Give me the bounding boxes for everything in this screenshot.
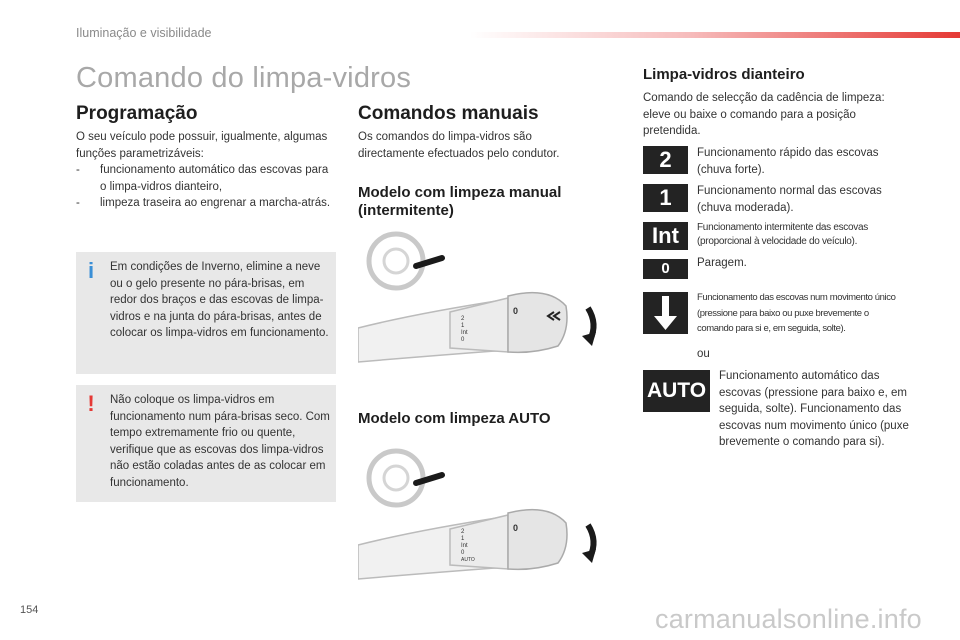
stalk-label-0: 0 xyxy=(461,550,465,556)
steering-wheel-icon xyxy=(369,234,423,288)
stalk-label-int: Int xyxy=(461,330,468,336)
manuais-intro: Os comandos do limpa-vidros são directamente efectuados pelo condutor. xyxy=(358,131,560,160)
warning-box xyxy=(76,385,336,502)
stalk-ring-label-0: 0 xyxy=(513,523,519,533)
stalk-label-1: 1 xyxy=(461,536,465,542)
dianteiro-heading: Limpa-vidros dianteiro xyxy=(643,66,805,83)
key-auto-description: Funcionamento automático das escovas (pressione para baixo e, em seguida, solte). Funcionamento das escovas num movimento único (puxe brevemente o comando para si). xyxy=(719,370,909,448)
watermark: carmanualsonline.info xyxy=(655,604,922,634)
section-header-bar xyxy=(470,32,960,38)
stalk-label-1: 1 xyxy=(461,323,465,329)
arrow-down-icon xyxy=(643,292,688,334)
key-0-badge: 0 xyxy=(643,259,688,279)
stalk-ring-label-0: 0 xyxy=(513,306,519,316)
stalk-label-auto: AUTO xyxy=(461,557,475,563)
info-icon: i xyxy=(87,258,95,283)
model-manual-heading: Modelo com limpeza manual (intermitente) xyxy=(358,184,562,219)
key-2-description: Funcionamento rápido das escovas (chuva forte). xyxy=(697,147,879,176)
wiper-stalk-illustration-auto xyxy=(358,445,603,585)
key-0-description: Paragem. xyxy=(697,257,747,269)
list-item: - limpeza traseira ao engrenar a marcha-atrás. xyxy=(76,197,331,209)
page-number: 154 xyxy=(20,604,39,616)
single-wipe-description: Funcionamento das escovas num movimento único (pressione para baixo ou puxe brevemente o comando para si e, em seguida, solte). xyxy=(697,292,896,334)
manuais-heading: Comandos manuais xyxy=(358,103,539,124)
steering-wheel-icon xyxy=(369,451,423,505)
stalk-label-0: 0 xyxy=(461,337,465,343)
key-auto-badge: AUTO xyxy=(643,370,710,412)
dianteiro-intro: Comando de selecção da cadência de limpeza: eleve ou baixe o comando para a posição pretendida. xyxy=(643,92,885,137)
model-auto-heading: Modelo com limpeza AUTO xyxy=(358,410,551,427)
key-2-badge: 2 xyxy=(643,146,688,174)
info-box xyxy=(76,252,336,374)
key-1-description: Funcionamento normal das escovas (chuva moderada). xyxy=(697,185,882,214)
list-item: - funcionamento automático das escovas para o limpa-vidros dianteiro, xyxy=(76,164,329,193)
page-title: Comando do limpa-vidros xyxy=(76,62,412,94)
stalk-label-2: 2 xyxy=(461,529,465,535)
info-text: Em condições de Inverno, elimine a neve ou o gelo presente no pára-brisas, em redor dos braços e das escovas de limpa-vidros e na junta do pára-brisas, antes de colocar os limpa-vidros em funcionamento. xyxy=(110,261,329,339)
key-1-badge: 1 xyxy=(643,184,688,212)
programacao-heading: Programação xyxy=(76,103,198,124)
or-label: ou xyxy=(697,348,710,360)
wiper-stalk-illustration-manual xyxy=(358,228,603,368)
single-wipe-badge xyxy=(643,292,688,334)
stalk-label-int: Int xyxy=(461,543,468,549)
warning-text: Não coloque os limpa-vidros em funcionamento num pára-brisas seco. Com tempo extremamente frio ou quente, verifique que as escovas dos limpa-vidros não estão coladas antes de as colocar em funcionamento. xyxy=(110,394,330,489)
stalk-label-2: 2 xyxy=(461,316,465,322)
warning-icon: ! xyxy=(87,391,95,416)
section-header-label: Iluminação e visibilidade xyxy=(76,26,212,40)
key-int-description: Funcionamento intermitente das escovas (proporcional à velocidade do veículo). xyxy=(697,222,868,247)
programacao-intro: O seu veículo pode possuir, igualmente, algumas funções parametrizáveis: xyxy=(76,131,328,160)
key-int-badge: Int xyxy=(643,222,688,250)
programacao-list xyxy=(76,162,331,212)
